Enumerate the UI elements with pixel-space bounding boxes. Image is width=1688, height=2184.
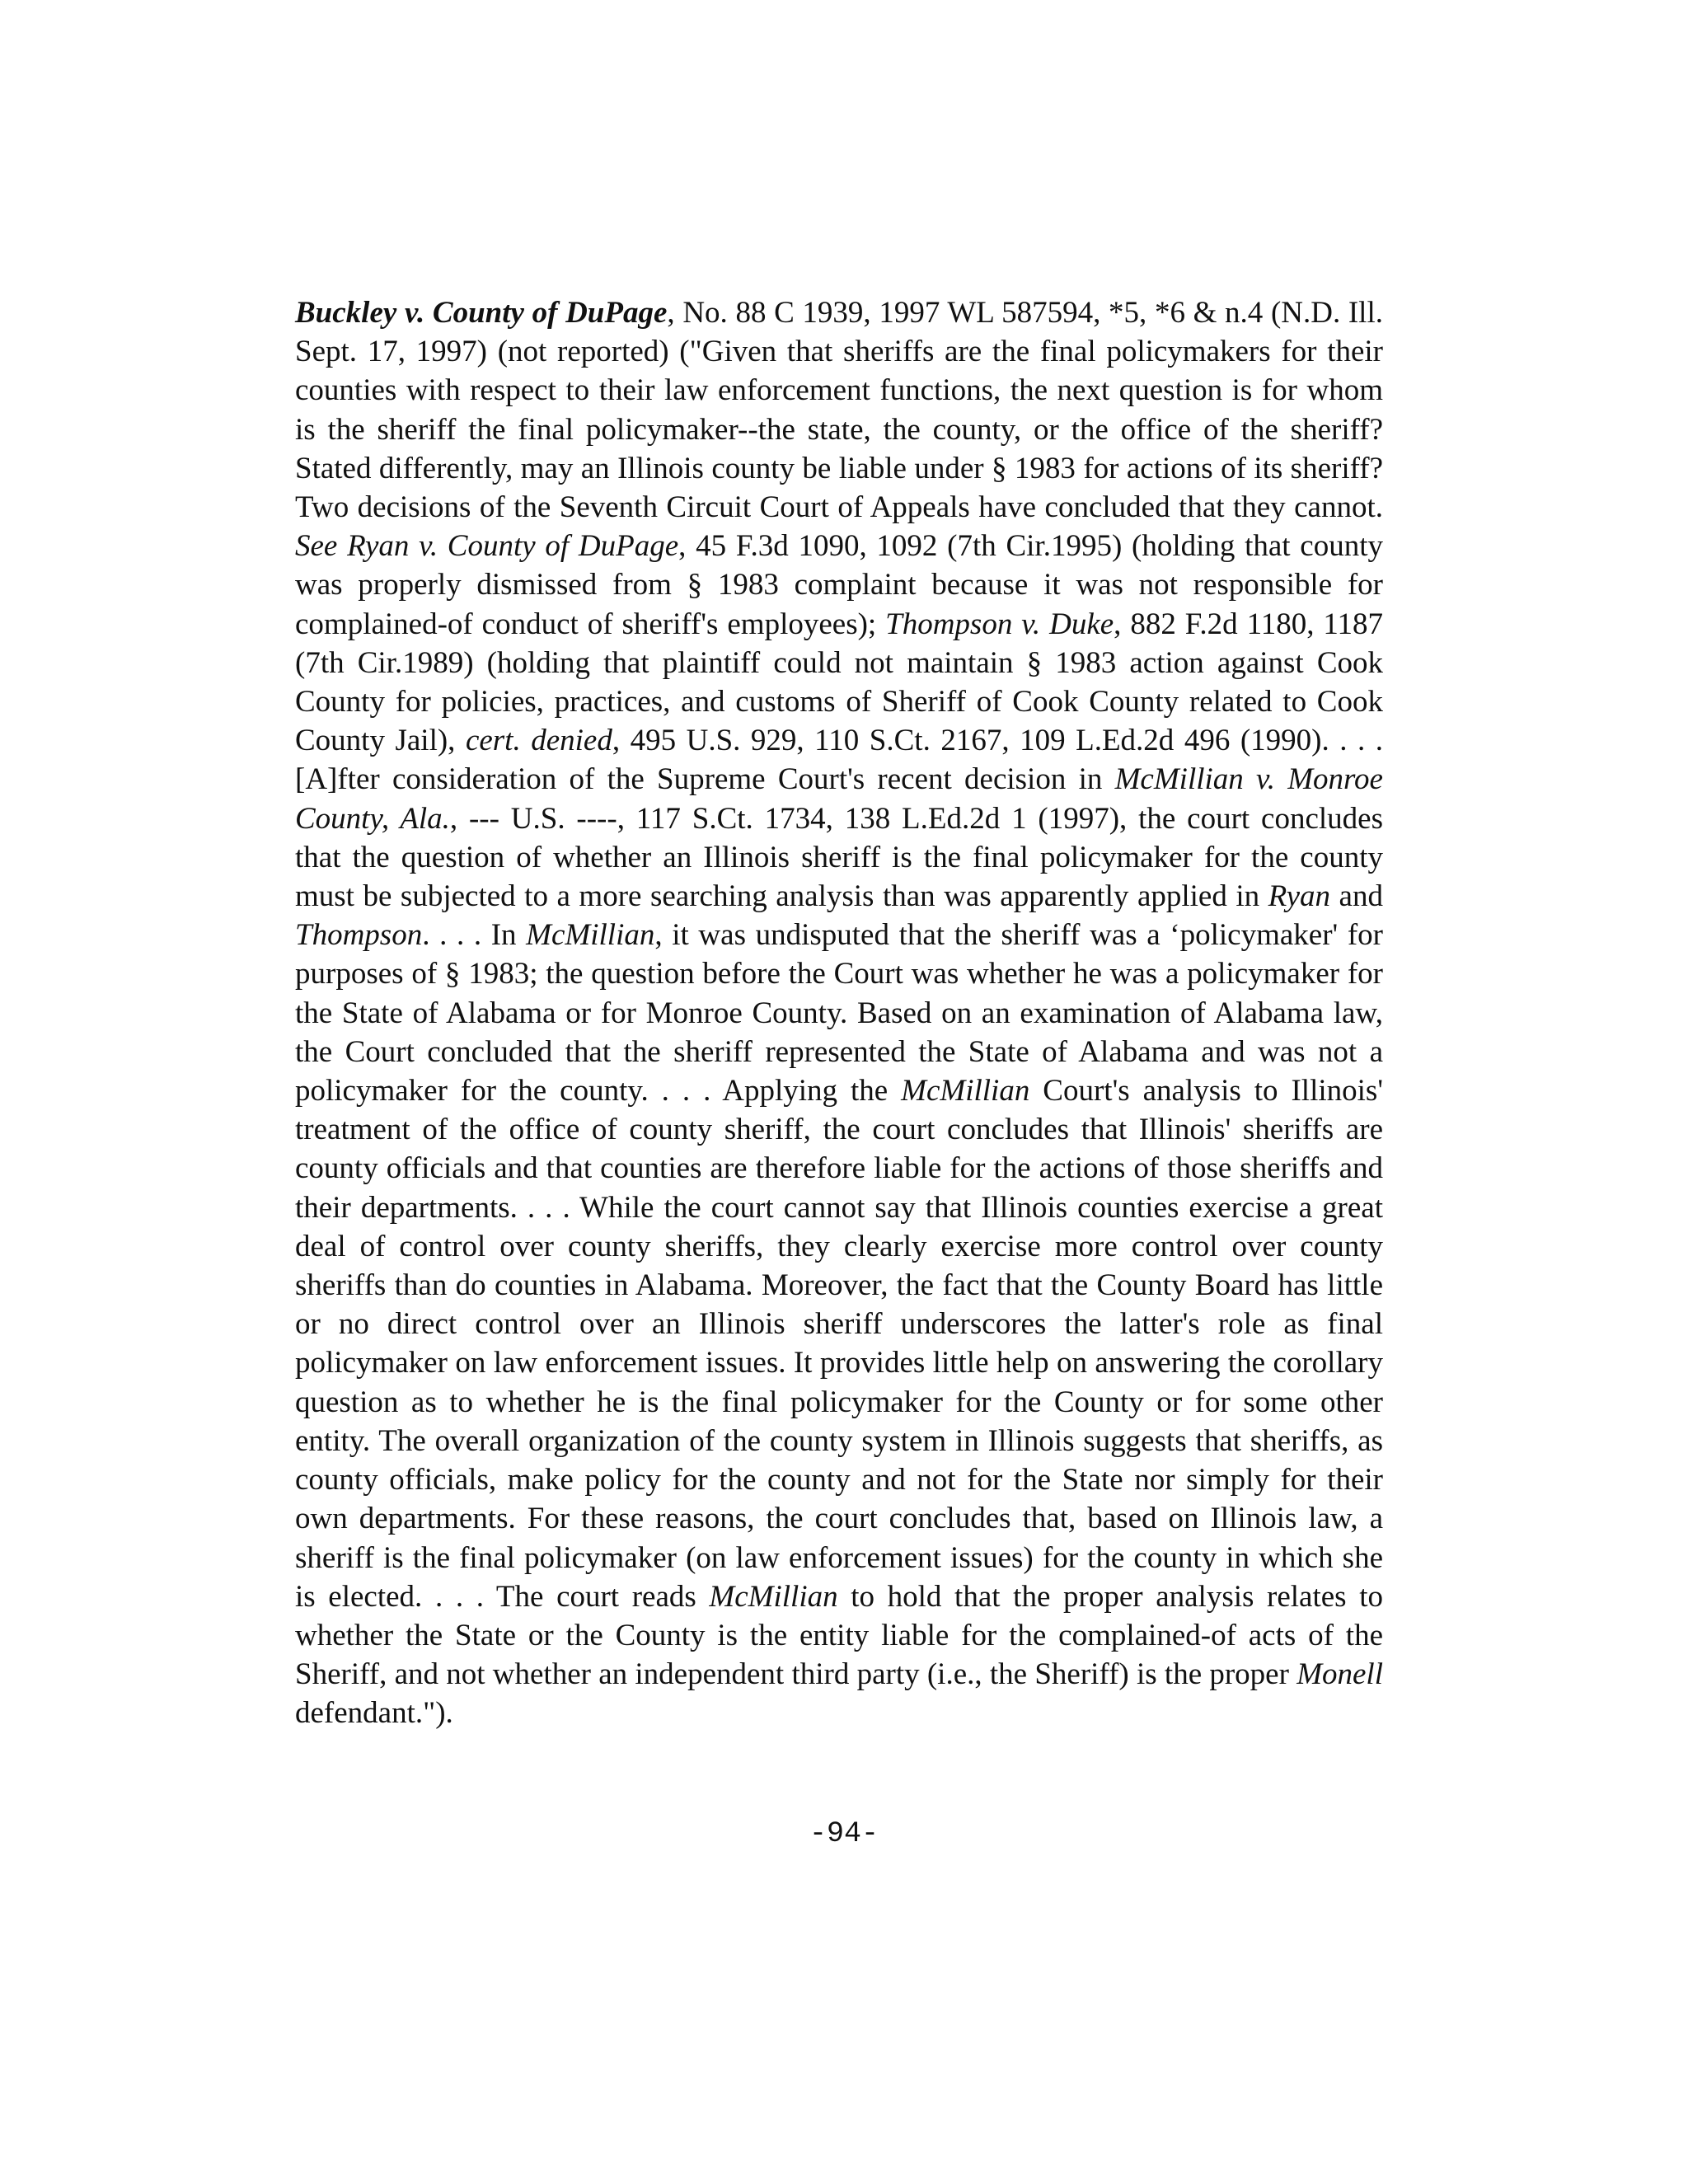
cert-denied: cert. denied <box>465 724 612 758</box>
text-segment: , No. 88 C 1939, 1997 WL 587594, *5, *6 & n.4 (N.D. Ill. Sept. 17, 1997) (not reported) ("Given that sheriffs are the final policymakers for their counties with respect to their law enforcement functions, the next question is for whom is the sheriff the final policymaker--the state, the county, or the office of the sheriff? Stated differently, may an Illinois county be liable under § 1983 for actions of its sheriff? Two decisions of the Seventh Circuit Court of Appeals have concluded that they cannot. <box>295 296 1383 525</box>
case-name-thompson-short: Thompson <box>295 918 423 953</box>
case-name-thompson: Thompson v. Duke <box>885 607 1114 641</box>
text-segment: Court's analysis to Illinois' treatment of the office of county sheriff, the court concludes that Illinois' sheriffs are county officials and that counties are therefore liable for the actions of those sheriffs and their departments. . . . While the court cannot say that Illinois counties exercise a great deal of control over county sheriffs, they clearly exercise more control over county sheriffs than do counties in Alabama. Moreover, the fact that the County Board has little or no direct control over an Illinois sheriff underscores the latter's role as final policymaker on law enforcement issues. It provides little help on answering the corollary question as to whether he is the final policymaker for the County or for some other entity. The overall organization of the county system in Illinois suggests that sheriffs, as county officials, make policy for the county and not for the State nor simply for their own departments. For these reasons, the court concludes that, based on Illinois law, a sheriff is the final policymaker (on law enforcement issues) for the county in which she is elected. . . . The court reads <box>295 1074 1383 1614</box>
case-name-monell: Monell <box>1296 1657 1383 1692</box>
case-name-mcmillian-full: McMillian v. Monroe County, Ala. <box>295 762 1383 836</box>
case-name-ryan-signal: See Ryan v. County of DuPage <box>295 529 679 564</box>
text-segment: , 882 F.2d 1180, 1187 (7th Cir.1989) (holding that plaintiff could not maintain § 1983 action against Cook County for policies, practices, and customs of Sheriff of Cook County related to Cook County Jail), <box>295 607 1383 758</box>
case-name-ryan: Ryan <box>1268 879 1331 914</box>
text-segment: , --- U.S. ----, 117 S.Ct. 1734, 138 L.Ed.2d 1 (1997), the court concludes that the question of whether an Illinois sheriff is the final policymaker for the county must be subjected to a more searching analysis than was apparently applied in <box>295 801 1383 914</box>
text-segment: and <box>1330 879 1383 914</box>
text-segment: to hold that the proper analysis relates to whether the State or the County is the entity liable for the complained-of acts of the Sheriff, and not whether an independent third party (i.e., the Sheriff) is the proper <box>295 1579 1383 1692</box>
text-segment: , 45 F.3d 1090, 1092 (7th Cir.1995) (holding that county was properly dismissed from § 1983 complaint because it was not responsible for complained-of conduct of sheriff's employees); <box>295 529 1384 641</box>
text-segment: , it was undisputed that the sheriff was a ‘policymaker' for purposes of § 1983; the question before the Court was whether he was a policymaker for the State of Alabama or for Monroe County. Based on an examination of Alabama law, the Court concluded that the sheriff represented the State of Alabama and was not a policymaker for the county. . . . Applying the <box>295 918 1383 1108</box>
text-segment: , 495 U.S. 929, 110 S.Ct. 2167, 109 L.Ed.2d 496 (1990). . . . [A]fter consideration of the Supreme Court's recent decision in <box>295 724 1383 797</box>
text-segment: defendant."). <box>295 1696 453 1731</box>
case-name-mcmillian: McMillian <box>901 1074 1030 1108</box>
case-name-mcmillian: McMillian <box>526 918 655 953</box>
footnote-paragraph <box>295 293 1383 1733</box>
text-segment: . . . . In <box>422 918 527 953</box>
case-name-buckley: Buckley v. County of DuPage <box>295 296 668 330</box>
page-number: -94- <box>809 1817 879 1850</box>
case-name-mcmillian: McMillian <box>709 1579 838 1614</box>
